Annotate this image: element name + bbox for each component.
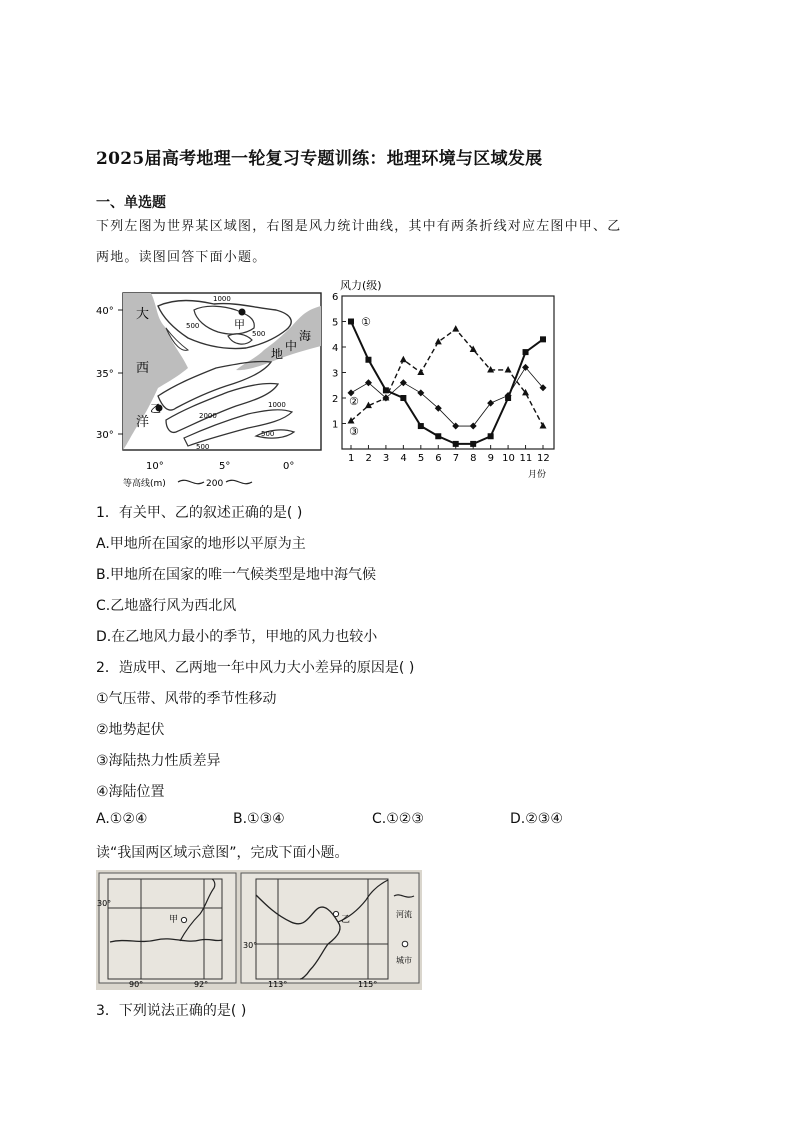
point-b-label: 乙 <box>150 402 161 415</box>
lon-label-0: 0° <box>283 461 295 472</box>
q2-option-c[interactable]: C.①②③ <box>372 811 424 827</box>
lon-label-5: 5° <box>219 461 231 472</box>
series-3-point-6 <box>435 338 442 345</box>
point-a-dot <box>239 309 246 316</box>
contour-legend-value: 200 <box>206 479 224 488</box>
y-tick-label-1: 1 <box>332 419 339 431</box>
series-3-point-12 <box>540 422 547 429</box>
series-1-point-12 <box>540 336 546 342</box>
q3-stem: 3．下列说法正确的是( ) <box>96 1003 247 1019</box>
chart-layer <box>332 292 550 464</box>
x-axis-label: 月份 <box>528 470 547 480</box>
intro-line-2: 两地。读图回答下面小题。 <box>96 250 267 265</box>
contour-label-1: 1000 <box>213 295 231 303</box>
series-1-point-6 <box>435 433 441 439</box>
wind-chart <box>322 274 562 484</box>
label-atlantic-3: 洋 <box>136 415 150 430</box>
x-tick-label-6: 6 <box>435 453 442 464</box>
x-tick-label-1: 1 <box>348 453 355 464</box>
contour-label-4: 2000 <box>199 412 217 420</box>
left-lat-label: 30° <box>97 899 112 908</box>
label-med-3: 地 <box>271 347 284 361</box>
series-1-point-4 <box>400 395 406 401</box>
label-med-2: 中 <box>285 339 298 353</box>
q2-option-a[interactable]: A.①②④ <box>96 811 148 827</box>
q1-option-d[interactable]: D.在乙地风力最小的季节，甲地的风力也较小 <box>96 629 378 645</box>
left-panel <box>99 873 236 983</box>
x-tick-label-3: 3 <box>382 453 390 464</box>
q2-item-1: ①气压带、风带的季节性移动 <box>96 691 277 707</box>
x-tick-label-10: 10 <box>502 453 515 464</box>
intro-line-1: 下列左图为世界某区域图，右图是风力统计曲线，其中有两条折线对应左图中甲、乙 <box>96 219 622 234</box>
left-city-dot <box>181 917 186 922</box>
china-regions-map <box>96 870 422 990</box>
q1-stem: 1．有关甲、乙的叙述正确的是( ) <box>96 505 303 521</box>
q1-option-a[interactable]: A.甲地所在国家的地形以平原为主 <box>96 536 306 552</box>
legend-river-label: 河流 <box>396 910 412 919</box>
chart-title: 风力(级) <box>340 279 382 292</box>
series-1-point-9 <box>488 433 494 439</box>
point-a-label: 甲 <box>234 318 245 331</box>
series-2-point-9 <box>487 400 494 407</box>
y-tick-label-5: 5 <box>332 317 339 329</box>
intro-2: 读“我国两区域示意图”，完成下面小题。 <box>96 845 349 861</box>
q2-option-d[interactable]: D.②③④ <box>510 811 563 827</box>
q2-stem: 2．造成甲、乙两地一年中风力大小差异的原因是( ) <box>96 660 415 676</box>
x-tick-label-4: 4 <box>400 453 407 464</box>
series-1-point-11 <box>523 349 529 355</box>
q1-option-b[interactable]: B.甲地所在国家的唯一气候类型是地中海气候 <box>96 567 377 583</box>
series-3-point-10 <box>505 366 512 373</box>
series-3-point-7 <box>452 325 459 332</box>
left-lon-label-1: 90° <box>129 980 144 989</box>
contour-label-2: 500 <box>186 322 200 330</box>
y-tick-label-6: 6 <box>332 292 339 303</box>
y-tick-label-2: 2 <box>332 394 339 405</box>
series-line-1 <box>351 322 543 444</box>
series-label-2: ② <box>349 394 359 408</box>
series-3-point-4 <box>400 356 407 363</box>
contour-label-6: 500 <box>261 430 275 438</box>
q2-item-4: ④海陆位置 <box>96 784 165 800</box>
q2-item-3: ③海陆热力性质差异 <box>96 753 221 769</box>
y-tick-label-4: 4 <box>332 343 339 354</box>
series-1-point-7 <box>453 441 459 447</box>
contour-legend-line <box>178 480 204 483</box>
x-tick-label-11: 11 <box>519 453 533 464</box>
series-1-point-8 <box>470 441 476 447</box>
section-heading: 一、单选题 <box>96 195 166 211</box>
right-lon-label-1: 113° <box>268 980 288 989</box>
contour-legend-label: 等高线(m) <box>123 479 166 488</box>
legend-city-label: 城市 <box>396 956 412 965</box>
q2-option-b[interactable]: B.①③④ <box>233 811 285 827</box>
contour-legend-line-2 <box>226 480 252 483</box>
x-tick-label-2: 2 <box>365 453 372 464</box>
intro-text <box>96 211 702 273</box>
x-tick-label-7: 7 <box>452 453 460 464</box>
lon-label-10: 10° <box>146 461 164 472</box>
label-atlantic-1: 大 <box>136 307 150 322</box>
contour-label-7: 500 <box>196 443 210 451</box>
lat-label-35: 35° <box>96 369 114 380</box>
y-tick-label-3: 3 <box>332 368 339 380</box>
series-line-2 <box>351 367 543 426</box>
legend-city-icon <box>402 941 408 947</box>
x-tick-label-9: 9 <box>487 453 495 464</box>
lat-label-40: 40° <box>96 306 114 317</box>
contour-label-3: 500 <box>252 330 266 338</box>
series-label-1: ① <box>361 315 371 329</box>
series-label-3: ③ <box>349 424 359 438</box>
x-tick-label-5: 5 <box>417 453 425 464</box>
region-map <box>96 288 326 488</box>
x-tick-label-8: 8 <box>470 453 477 464</box>
series-1-point-5 <box>418 423 424 429</box>
page-title: 2025届高考地理一轮复习专题训练：地理环境与区域发展 <box>96 149 543 169</box>
series-3-point-5 <box>417 369 424 376</box>
contour-label-5: 1000 <box>268 401 286 409</box>
label-med-1: 海 <box>299 329 312 343</box>
right-city-label: 乙 <box>341 915 351 925</box>
q2-item-2: ②地势起伏 <box>96 722 165 738</box>
series-2-point-8 <box>470 423 477 430</box>
series-1-point-1 <box>348 319 354 325</box>
label-atlantic-2: 西 <box>136 361 150 376</box>
right-city-dot <box>333 911 338 916</box>
right-lon-label-2: 115° <box>358 980 378 989</box>
left-lon-label-2: 92° <box>194 980 209 989</box>
right-panel <box>241 873 419 983</box>
series-line-3 <box>351 329 543 426</box>
series-1-point-2 <box>365 357 371 363</box>
lat-label-30: 30° <box>96 430 114 441</box>
q1-option-c[interactable]: C.乙地盛行风为西北风 <box>96 598 237 614</box>
left-city-label: 甲 <box>169 915 179 925</box>
x-tick-label-12: 12 <box>537 453 550 464</box>
right-lat-label: 30° <box>243 941 258 950</box>
